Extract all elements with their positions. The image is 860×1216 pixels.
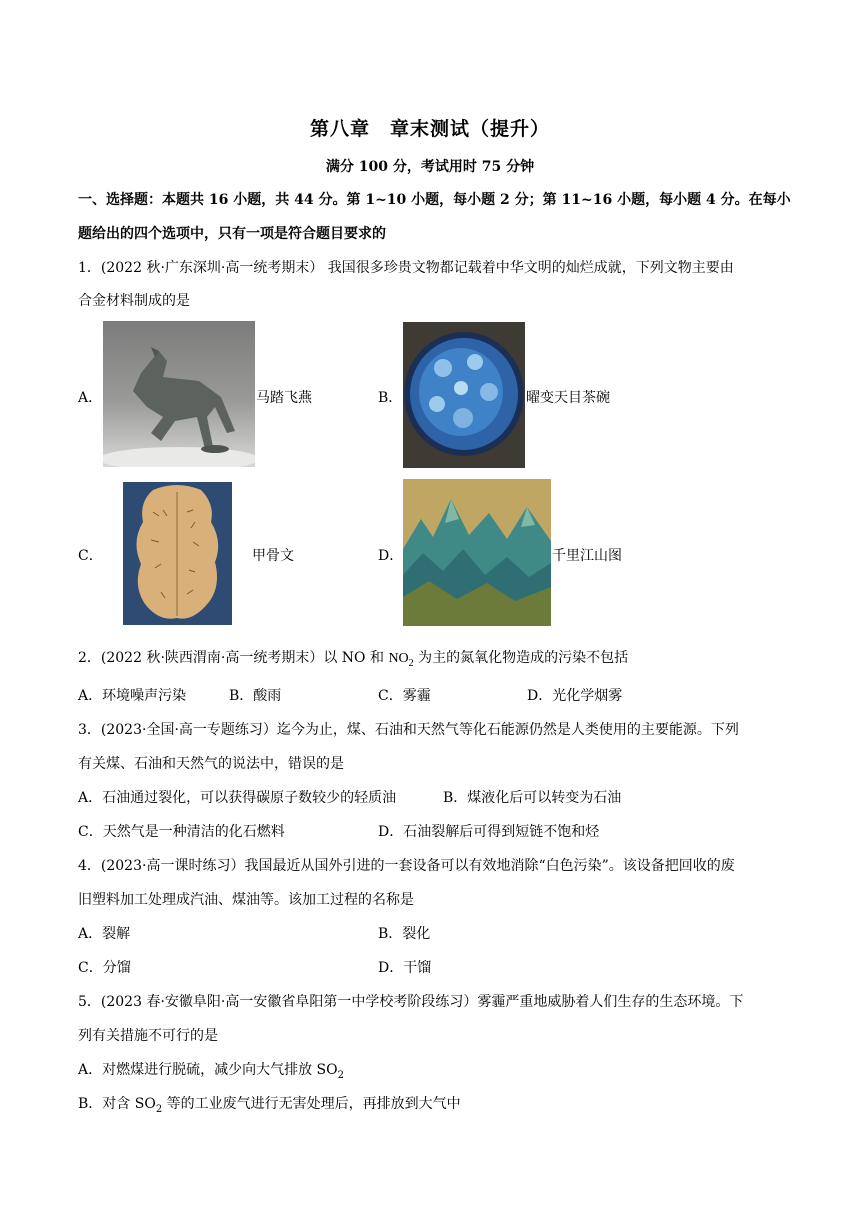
q3-option-b: B．煤液化后可以转变为石油 [443,790,622,806]
q4-stem-line1: 4．(2023·高一课时练习）我国最近从国外引进的一套设备可以有效地消除“白色污染”。该设备把回收的废 [78,858,735,874]
exam-info: 满分 100 分，考试用时 75 分钟 [325,159,535,175]
q4-option-d: D．干馏 [378,960,432,976]
q5-option-b: B．对含 $SO_2$ 等的工业废气进行无害处理后，再排放到大气中 [78,1096,461,1115]
q1-option-d-letter: D． [378,548,404,564]
q3-option-a: A．石油通过裂化，可以获得碳原子数较少的轻质油 [78,790,397,806]
q4-option-b: B．裂化 [378,926,431,942]
q4-stem-line2: 旧塑料加工处理成汽油、煤油等。该加工过程的名称是 [78,892,414,908]
q1-option-a-caption: 马踏飞燕 [256,390,312,406]
q1-option-c-caption: 甲骨文 [252,548,294,564]
page-title: 第八章 章末测试（提升） [309,118,550,140]
landscape-painting-image [403,479,551,626]
q2-stem [78,647,628,669]
section-heading-line1: 一、选择题：本题共 16 小题，共 44 分。第 1~10 小题，每小题 2 分；第 11~16 小题，每小题 4 分。在每小 [78,192,791,208]
q3-option-d: D．石油裂解后可得到短链不饱和烃 [378,824,600,840]
q4-option-a: A．裂解 [78,926,131,942]
q2-stem-suffix: 为主的氮氧化物造成的污染不包括 [413,650,629,666]
q2-option-a: A．环境噪声污染 [78,688,187,704]
section-heading-line2: 题给出的四个选项中，只有一项是符合题目要求的 [78,226,386,242]
q4-option-c: C．分馏 [78,960,131,976]
q1-option-d-caption: 千里江山图 [552,548,622,564]
bronze-horse-image [103,321,255,467]
oracle-bone-image [123,482,232,625]
q3-stem-line2: 有关煤、石油和天然气的说法中，错误的是 [78,756,344,772]
q2-option-c: C．雾霾 [378,688,431,704]
q2-option-b: B．酸雨 [229,688,282,704]
q5-option-a: A．对燃煤进行脱硫，减少向大气排放 $SO_2$ [78,1062,345,1081]
q1-option-b-letter: B． [378,390,403,406]
q5-stem-line1: 5．(2023 春·安徽阜阳·高一安徽省阜阳第一中学校考阶段练习）雾霾严重地威胁着人们生存的生态环境。下 [78,994,744,1010]
q2-option-d: D．光化学烟雾 [527,688,623,704]
q1-option-c-letter: C． [78,548,103,564]
q2-stem-prefix: 2．(2022 秋·陕西渭南·高一统考期末）以 NO 和 [78,650,389,666]
q1-option-a-letter: A． [78,390,103,406]
q2-formula: $NO_2$ [388,651,414,669]
q1-stem-line1: 1．(2022 秋·广东深圳·高一统考期末） 我国很多珍贵文物都记载着中华文明的灿烂成就，下列文物主要由 [78,260,734,276]
q1-option-b-caption: 曜变天目茶碗 [526,390,610,406]
q1-stem-line2: 合金材料制成的是 [78,293,190,309]
q5-stem-line2: 列有关措施不可行的是 [78,1028,218,1044]
q3-option-c: C．天然气是一种清洁的化石燃料 [78,824,285,840]
q3-stem-line1: 3．(2023·全国·高一专题练习）迄今为止，煤、石油和天然气等化石能源仍然是人类使用的主要能源。下列 [78,722,739,738]
tea-bowl-image [403,322,525,468]
